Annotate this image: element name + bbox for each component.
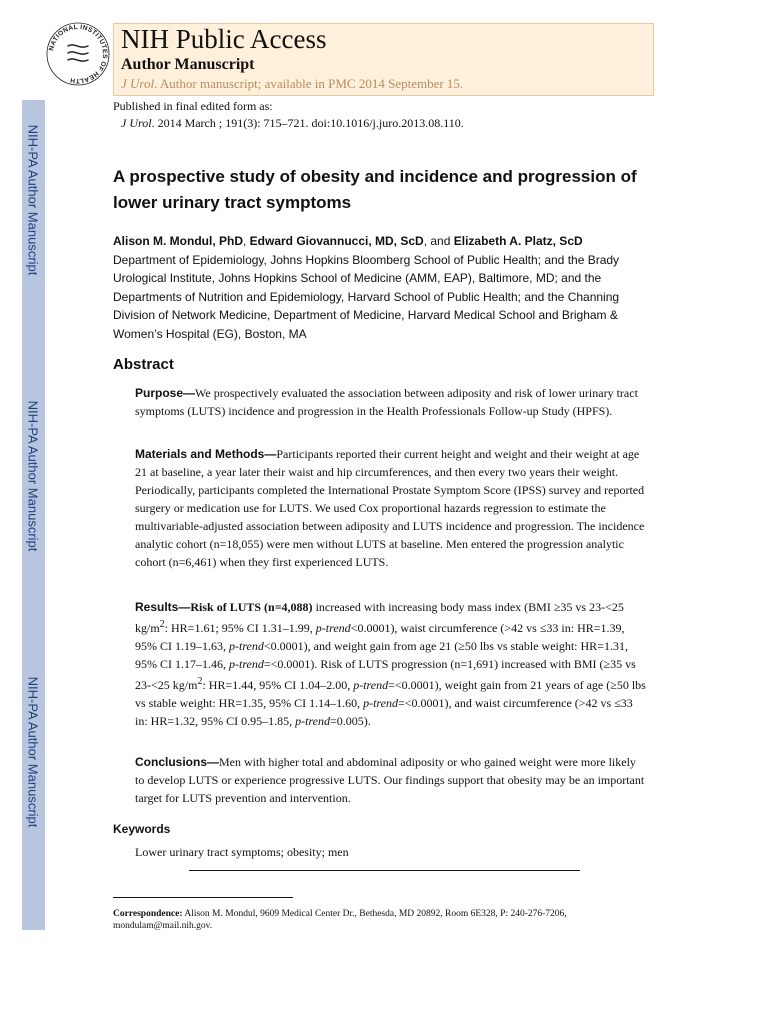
author-block: Alison M. Mondul, PhD, Edward Giovannucci, MD, ScD, and Elizabeth A. Platz, ScD Department of Epidemiology, Johns Hopkins Bloomberg School of Public Health; and the Brady Urological Institute, Johns Hopkins School of Medicine (AMM, EAP), Baltimore, MD; and the Departments of Nutrition and Epidemiology, Harvard School of Public Health; and the Channing Division of Network Medicine, Department of Medicine, Harvard Medical School and Brigham & Women’s Hospital (EG), Boston, MA [113, 234, 620, 341]
sidebar-label: NIH-PA Author Manuscript [25, 124, 41, 276]
abstract-results: Results—Risk of LUTS (n=4,088) increased with increasing body mass index (BMI ≥35 vs 23-<25 $kg/m^2$: HR=1.61; 95% CI 1.31–1.99, p-trend<0.0001), waist circumference (>42 vs ≤33 in: HR=1.39, 95% CI 1.19–1.63, p-trend<0.0001), and weight gain from age 21 (≥50 lbs vs stable weight: HR=1.31, 95% CI 1.17–1.46, p-trend=<0.0001). Risk of LUTS progression (n=1,691) increased with BMI (≥35 vs 23-<25 $kg/m^2$: HR=1.44, 95% CI 1.04–2.00, p-trend=<0.0001), weight gain from 21 years of age (≥50 lbs vs stable weight: HR=1.35, 95% CI 1.14–1.60, p-trend=<0.0001), and waist circumference (>42 vs ≤33 in: HR=1.32, 95% CI 0.95–1.85, p-trend=0.005). [135, 600, 646, 728]
abstract-heading: Abstract [113, 356, 174, 373]
author-name: Elizabeth A. Platz, ScD [453, 234, 583, 248]
abstract-methods: Materials and Methods—Participants reported their current height and weight and their weight at age 21 at baseline, a year later their waist and hip circumferences, and then every two years their weight. Periodically, participants completed the International Prostate Symptom Score (IPSS) survey and reported surgery or medication use for LUTS. We used Cox proportional hazards regression to estimate the multivariable-adjusted association between adiposity and LUTS incidence and progression. The incidence analytic cohort (n=18,055) were men without LUTS at baseline. Men entered the progression analytic cohort (n=6,461) when they first experienced LUTS. [135, 447, 645, 569]
article-title: A prospective study of obesity and incidence and progression of lower urinary tract symptoms [113, 167, 637, 212]
nih-logo [44, 20, 112, 88]
availability-citation: J Urol. Author manuscript; available in PMC 2014 September 15. [121, 76, 464, 91]
affiliations: Department of Epidemiology, Johns Hopkins Bloomberg School of Public Health; and the Brady Urological Institute, Johns Hopkins School of Medicine (AMM, EAP), Baltimore, MD; and the Departments of Nutrition and Epidemiology, Harvard School of Public Health; and the Channing Division of Network Medicine, Department of Medicine, Harvard Medical School and Brigham & Women’s Hospital (EG), Boston, MA [113, 252, 620, 341]
author-name: Alison M. Mondul, PhD [113, 234, 243, 248]
keywords-list: Lower urinary tract symptoms; obesity; men [135, 845, 349, 859]
sidebar-label: NIH-PA Author Manuscript [25, 400, 41, 552]
published-label: Published in final edited form as: [113, 99, 273, 113]
sidebar-label: NIH-PA Author Manuscript [25, 676, 41, 828]
footnote-rule [113, 897, 293, 898]
svg-text:NATIONAL INSTITUTES OF HEALTH: NATIONAL INSTITUTES OF HEALTH [48, 23, 109, 85]
nih-title: NIH Public Access [121, 24, 327, 54]
author-name: Edward Giovannucci, MD, ScD [249, 234, 424, 248]
abstract-purpose: Purpose—We prospectively evaluated the association between adiposity and risk of lower urinary tract symptoms (LUTS) incidence and progression in the Health Professionals Follow-up Study (HPFS). [135, 386, 638, 418]
nih-subtitle: Author Manuscript [121, 56, 255, 73]
published-citation: J Urol. 2014 March ; 191(3): 715–721. doi:10.1016/j.juro.2013.08.110. [121, 116, 464, 130]
correspondence-footnote: Correspondence: Alison M. Mondul, 9609 Medical Center Dr., Bethesda, MD 20892, Room 6E328, P: 240-276-7206, mondulam@mail.nih.gov. [113, 909, 567, 931]
separator-rule [189, 870, 580, 871]
abstract-conclusions: Conclusions—Men with higher total and abdominal adiposity or who gained weight were more likely to develop LUTS or experience progressive LUTS. Our findings support that obesity may be an important target for LUTS prevention and intervention. [135, 755, 645, 805]
keywords-heading: Keywords [113, 822, 171, 836]
nih-header [113, 23, 654, 96]
